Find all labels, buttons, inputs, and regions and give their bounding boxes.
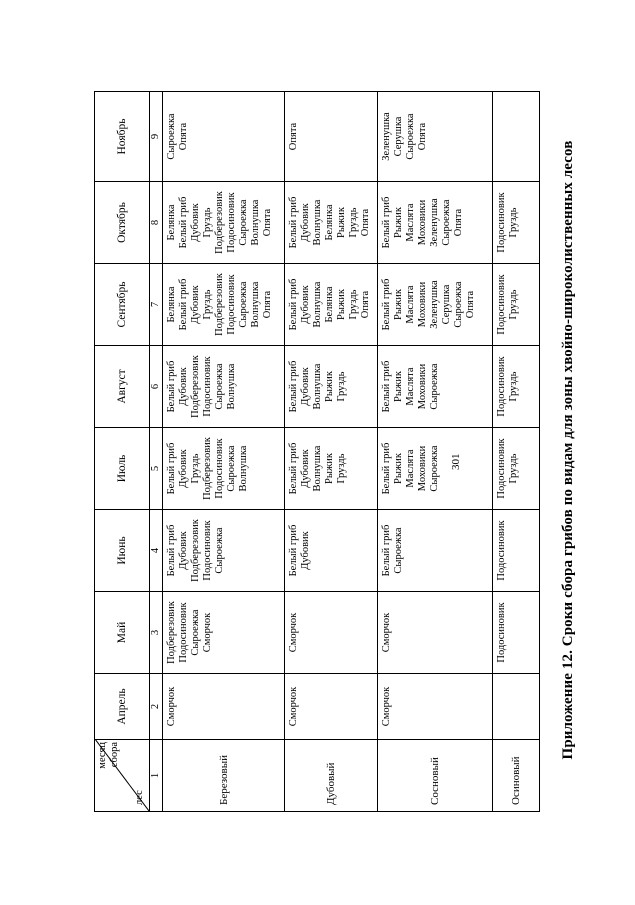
column-number: 2 bbox=[150, 674, 163, 740]
mushroom-species: Подосиновик bbox=[496, 520, 507, 581]
mushroom-species: Белый гриб bbox=[381, 278, 392, 331]
mushroom-species: Дубовик bbox=[178, 531, 189, 570]
mushroom-species: Рыжик bbox=[393, 371, 404, 402]
mushroom-species: Белый гриб bbox=[288, 196, 299, 249]
mushroom-species: Подосиновик bbox=[496, 356, 507, 417]
mushroom-species: Волнушка bbox=[312, 281, 323, 328]
mushroom-species: Дубовик bbox=[300, 531, 311, 570]
mushroom-species: Белый гриб bbox=[381, 524, 392, 577]
mushroom-species: Белый гриб bbox=[288, 442, 299, 495]
species-cell bbox=[285, 182, 378, 264]
corner-forest-label: лес bbox=[134, 790, 145, 805]
corner-month-line-1: месяц bbox=[97, 742, 108, 769]
mushroom-species: Маслята bbox=[405, 367, 416, 406]
species-cell bbox=[285, 592, 378, 674]
mushroom-species: Белянка bbox=[324, 286, 335, 323]
mushroom-species: Опята bbox=[262, 208, 273, 237]
forest-row bbox=[285, 92, 378, 812]
mushroom-species: Белянка bbox=[166, 204, 177, 241]
mushroom-species: Дубовик bbox=[190, 203, 201, 242]
mushroom-species: Сыроежка bbox=[214, 527, 225, 574]
species-cell bbox=[285, 428, 378, 510]
mushroom-species: Сыроежка bbox=[429, 445, 440, 492]
mushroom-harvest-table bbox=[94, 91, 540, 812]
month-header: Май bbox=[95, 592, 150, 674]
mushroom-species: Подосиновик bbox=[496, 602, 507, 663]
column-number: 8 bbox=[150, 182, 163, 264]
mushroom-species: Белый гриб bbox=[178, 278, 189, 331]
mushroom-species: Рыжик bbox=[393, 289, 404, 320]
mushroom-species: Сыроежка bbox=[393, 527, 404, 574]
mushroom-species: Опята bbox=[360, 208, 371, 237]
mushroom-species: Белый гриб bbox=[288, 524, 299, 577]
column-number-row bbox=[150, 92, 163, 812]
species-cell bbox=[493, 674, 540, 740]
mushroom-species: Зеленушка bbox=[429, 280, 440, 329]
page-number: 301 bbox=[450, 453, 462, 470]
corner-month-label bbox=[97, 742, 121, 769]
forest-row bbox=[493, 92, 540, 812]
forest-row bbox=[378, 92, 493, 812]
species-cell bbox=[378, 592, 493, 674]
mushroom-species: Груздь bbox=[336, 371, 347, 402]
mushroom-species: Подосиновик bbox=[226, 274, 237, 335]
mushroom-species: Подосиновик bbox=[226, 192, 237, 253]
mushroom-species: Белый гриб bbox=[381, 442, 392, 495]
column-number: 7 bbox=[150, 264, 163, 346]
mushroom-species: Сыроежка bbox=[238, 199, 249, 246]
mushroom-species: Подберезовик bbox=[190, 355, 201, 418]
mushroom-species: Груздь bbox=[348, 207, 359, 238]
mushroom-species: Груздь bbox=[508, 371, 519, 402]
species-cell bbox=[493, 92, 540, 182]
mushroom-species: Опята bbox=[465, 290, 476, 319]
species-cell bbox=[285, 264, 378, 346]
mushroom-species: Дубовик bbox=[178, 367, 189, 406]
mushroom-species: Сыроежка bbox=[190, 609, 201, 656]
mushroom-species: Белянка bbox=[324, 204, 335, 241]
mushroom-species: Подберезовик bbox=[202, 437, 213, 500]
species-cell bbox=[163, 592, 285, 674]
species-cell bbox=[163, 674, 285, 740]
species-cell bbox=[378, 428, 493, 510]
mushroom-species: Сморчок bbox=[381, 686, 392, 727]
mushroom-species: Волнушка bbox=[238, 445, 249, 492]
species-cell bbox=[163, 182, 285, 264]
mushroom-species: Волнушка bbox=[226, 363, 237, 410]
mushroom-species: Сыроежка bbox=[238, 281, 249, 328]
mushroom-species: Белый гриб bbox=[178, 196, 189, 249]
mushroom-species: Белый гриб bbox=[381, 196, 392, 249]
mushroom-species: Подберезовик bbox=[166, 601, 177, 664]
column-number: 4 bbox=[150, 510, 163, 592]
mushroom-species: Подосиновик bbox=[202, 356, 213, 417]
mushroom-species: Рыжик bbox=[393, 207, 404, 238]
species-cell bbox=[285, 346, 378, 428]
species-cell bbox=[285, 510, 378, 592]
month-header: Сентябрь bbox=[95, 264, 150, 346]
species-cell bbox=[285, 674, 378, 740]
species-cell bbox=[378, 182, 493, 264]
mushroom-species: Дубовик bbox=[300, 449, 311, 488]
mushroom-species: Маслята bbox=[405, 203, 416, 242]
mushroom-species: Серушка bbox=[441, 284, 452, 325]
species-cell bbox=[493, 592, 540, 674]
month-header: Июнь bbox=[95, 510, 150, 592]
month-header: Август bbox=[95, 346, 150, 428]
mushroom-species: Опята bbox=[360, 290, 371, 319]
mushroom-species: Белый гриб bbox=[381, 360, 392, 413]
month-header: Июль bbox=[95, 428, 150, 510]
forest-type-cell: Дубовый bbox=[285, 740, 378, 812]
mushroom-species: Рыжик bbox=[324, 453, 335, 484]
species-cell bbox=[163, 346, 285, 428]
mushroom-species: Серушка bbox=[393, 116, 404, 157]
mushroom-species: Рыжик bbox=[336, 207, 347, 238]
mushroom-species: Подберезовик bbox=[214, 191, 225, 254]
column-number: 3 bbox=[150, 592, 163, 674]
mushroom-species: Белый гриб bbox=[288, 278, 299, 331]
species-cell bbox=[163, 510, 285, 592]
column-number: 9 bbox=[150, 92, 163, 182]
species-cell bbox=[285, 92, 378, 182]
mushroom-species: Груздь bbox=[508, 289, 519, 320]
mushroom-species: Груздь bbox=[348, 289, 359, 320]
mushroom-species: Моховики bbox=[417, 363, 428, 410]
mushroom-species: Рыжик bbox=[336, 289, 347, 320]
mushroom-species: Волнушка bbox=[312, 445, 323, 492]
mushroom-species: Опята bbox=[453, 208, 464, 237]
column-number: 6 bbox=[150, 346, 163, 428]
mushroom-species: Сыроежка bbox=[429, 363, 440, 410]
mushroom-species: Груздь bbox=[508, 453, 519, 484]
species-cell bbox=[163, 264, 285, 346]
mushroom-species: Сыроежка bbox=[405, 113, 416, 160]
species-cell bbox=[493, 428, 540, 510]
mushroom-species: Сыроежка bbox=[226, 445, 237, 492]
forest-type-cell: Осиновый bbox=[493, 740, 540, 812]
species-cell bbox=[378, 510, 493, 592]
forest-type-cell: Сосновый bbox=[378, 740, 493, 812]
mushroom-species: Моховики bbox=[417, 281, 428, 328]
mushroom-species: Сморчок bbox=[381, 612, 392, 653]
species-cell bbox=[493, 346, 540, 428]
mushroom-species: Опята bbox=[417, 122, 428, 151]
mushroom-species: Волнушка bbox=[250, 199, 261, 246]
mushroom-species: Подосиновик bbox=[178, 602, 189, 663]
mushroom-species: Зеленушка bbox=[429, 198, 440, 247]
species-cell bbox=[493, 510, 540, 592]
mushroom-species: Подберезовик bbox=[214, 273, 225, 336]
column-number: 1 bbox=[150, 740, 163, 812]
mushroom-species: Сморчок bbox=[288, 686, 299, 727]
mushroom-species: Сморчок bbox=[202, 612, 213, 653]
mushroom-species: Белый гриб bbox=[166, 360, 177, 413]
mushroom-species: Подосиновик bbox=[496, 438, 507, 499]
species-cell bbox=[378, 346, 493, 428]
mushroom-species: Рыжик bbox=[324, 371, 335, 402]
mushroom-species: Белянка bbox=[166, 286, 177, 323]
mushroom-species: Груздь bbox=[202, 289, 213, 320]
mushroom-species: Рыжик bbox=[393, 453, 404, 484]
forest-type-cell: Березовый bbox=[163, 740, 285, 812]
forest-row bbox=[163, 92, 285, 812]
mushroom-species: Опята bbox=[288, 122, 299, 151]
species-cell bbox=[493, 264, 540, 346]
mushroom-species: Дубовик bbox=[300, 285, 311, 324]
mushroom-species: Белый гриб bbox=[288, 360, 299, 413]
species-cell bbox=[378, 674, 493, 740]
mushroom-species: Груздь bbox=[202, 207, 213, 238]
mushroom-species: Опята bbox=[178, 122, 189, 151]
month-header: Октябрь bbox=[95, 182, 150, 264]
species-cell bbox=[163, 92, 285, 182]
mushroom-species: Дубовик bbox=[300, 203, 311, 242]
page-title: Приложение 12. Сроки сбора грибов по видам для зоны хвойно-широколиственных лесов bbox=[560, 140, 576, 760]
mushroom-species: Сморчок bbox=[166, 686, 177, 727]
mushroom-species: Сыроежка bbox=[441, 199, 452, 246]
mushroom-species: Сыроежка bbox=[166, 113, 177, 160]
mushroom-species: Маслята bbox=[405, 449, 416, 488]
mushroom-species: Волнушка bbox=[250, 281, 261, 328]
mushroom-species: Сыроежка bbox=[453, 281, 464, 328]
mushroom-species: Груздь bbox=[190, 453, 201, 484]
mushroom-species: Груздь bbox=[336, 453, 347, 484]
mushroom-species: Дубовик bbox=[190, 285, 201, 324]
corner-header-cell bbox=[95, 740, 150, 812]
mushroom-species: Сыроежка bbox=[214, 363, 225, 410]
mushroom-species: Сморчок bbox=[288, 612, 299, 653]
header-row bbox=[95, 92, 150, 812]
mushroom-species: Подосиновик bbox=[496, 192, 507, 253]
mushroom-species: Волнушка bbox=[312, 199, 323, 246]
mushroom-species: Груздь bbox=[508, 207, 519, 238]
mushroom-species: Зеленушка bbox=[381, 112, 392, 161]
month-header: Ноябрь bbox=[95, 92, 150, 182]
mushroom-species: Моховики bbox=[417, 445, 428, 492]
mushroom-species: Дубовик bbox=[300, 367, 311, 406]
species-cell bbox=[378, 92, 493, 182]
month-header: Апрель bbox=[95, 674, 150, 740]
mushroom-species: Волнушка bbox=[312, 363, 323, 410]
mushroom-species: Подберезовик bbox=[190, 519, 201, 582]
mushroom-species: Маслята bbox=[405, 285, 416, 324]
mushroom-species: Белый гриб bbox=[166, 442, 177, 495]
corner-month-line-2: сбора bbox=[109, 742, 120, 768]
mushroom-species: Подосиновик bbox=[202, 520, 213, 581]
mushroom-species: Дубовик bbox=[178, 449, 189, 488]
mushroom-species: Моховики bbox=[417, 199, 428, 246]
species-cell bbox=[493, 182, 540, 264]
species-cell bbox=[163, 428, 285, 510]
mushroom-species: Подосиновик bbox=[214, 438, 225, 499]
mushroom-species: Подосиновик bbox=[496, 274, 507, 335]
species-cell bbox=[378, 264, 493, 346]
mushroom-species: Опята bbox=[262, 290, 273, 319]
column-number: 5 bbox=[150, 428, 163, 510]
mushroom-species: Белый гриб bbox=[166, 524, 177, 577]
